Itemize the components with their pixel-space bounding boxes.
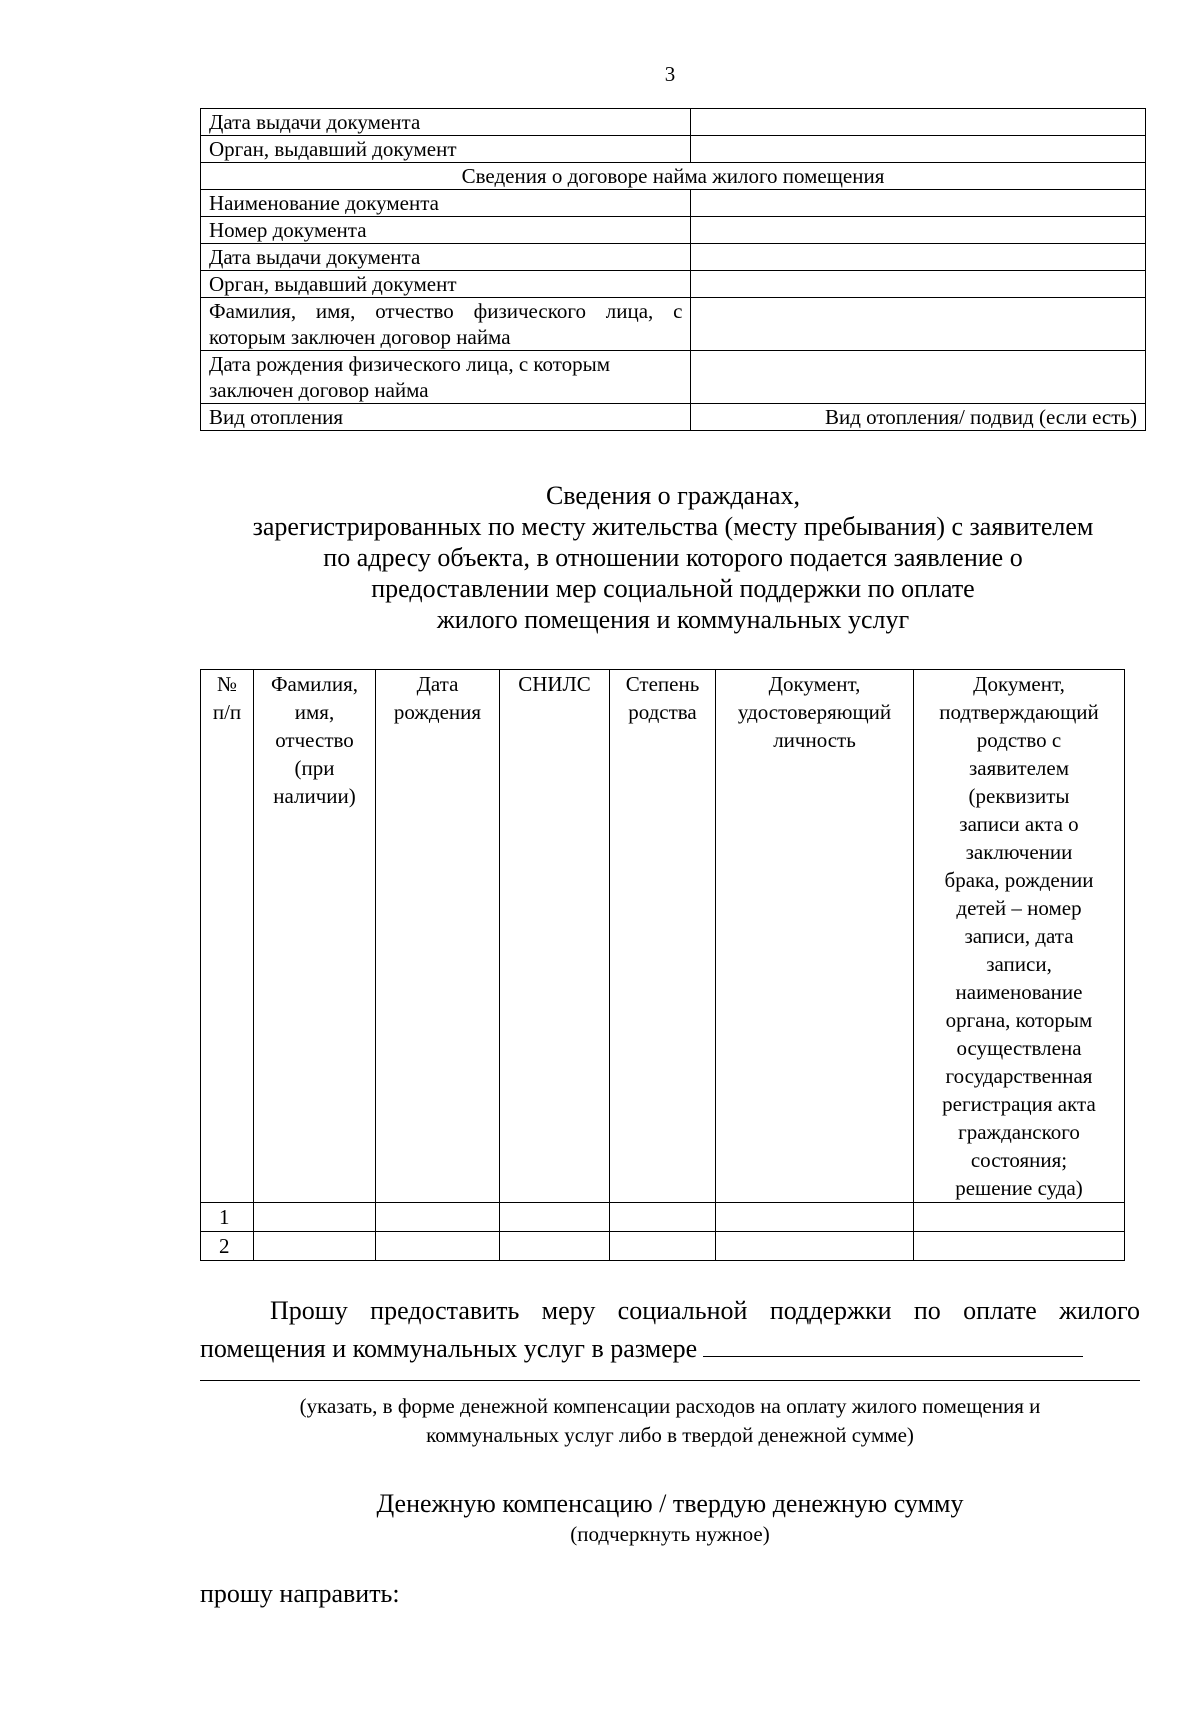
col-header-birth: Дата рождения (376, 670, 500, 1203)
cell (500, 1232, 610, 1261)
row-label: Дата выдачи документа (201, 109, 691, 136)
table-row (201, 217, 1146, 244)
table-row (201, 404, 1146, 431)
col-header-snils: СНИЛС (500, 670, 610, 1203)
cell (254, 1203, 376, 1232)
row-number: 1 (201, 1203, 254, 1232)
fill-line (200, 1380, 1140, 1381)
cell (254, 1232, 376, 1261)
amount-fill-line (703, 1336, 1083, 1357)
note-line: коммунальных услуг либо в твердой денежной сумме) (426, 1423, 914, 1447)
cell (500, 1203, 610, 1232)
table-row (201, 190, 1146, 217)
col-header-kinship-doc: Документ, подтверждающий родство с заявителем (реквизиты записи акта о заключении брака, рождении детей – номер записи, дата записи, наименование органа, которым осуществлена государственная регистрация акта гражданского состояния; решение суда) (914, 670, 1125, 1203)
heading-line: предоставлении мер социальной поддержки по оплате (371, 574, 975, 603)
table-row (201, 271, 1146, 298)
row-value (691, 271, 1146, 298)
label-line: Дата рождения физического лица, с которым (209, 352, 611, 376)
request-note (200, 1392, 1140, 1450)
row-value (691, 351, 1146, 404)
citizens-heading (200, 480, 1146, 635)
request-line-1: Прошу предоставить меру социальной поддержки по оплате жилого (270, 1296, 1140, 1325)
heading-line: жилого помещения и коммунальных услуг (436, 605, 910, 634)
row-value (691, 136, 1146, 163)
col-header-identity-doc: Документ, удостоверяющий личность (716, 670, 914, 1203)
heading-line: зарегистрированных по месту жительства (месту пребывания) с заявителем (252, 512, 1094, 541)
row-value (691, 298, 1146, 351)
cell (914, 1232, 1125, 1261)
cell (610, 1203, 716, 1232)
row-value (691, 190, 1146, 217)
header-row (201, 670, 1125, 1203)
heating-label: Вид отопления (201, 404, 691, 431)
cell (376, 1232, 500, 1261)
tenant-name-label (201, 298, 691, 351)
request-line-2: помещения и коммунальных услуг в размере (200, 1334, 698, 1363)
cell (716, 1203, 914, 1232)
col-header-name: Фамилия, имя, отчество (при наличии) (254, 670, 376, 1203)
compensation-note: (подчеркнуть нужное) (570, 1522, 770, 1546)
tenant-birth-label (201, 351, 691, 404)
row-value (691, 109, 1146, 136)
row-label: Дата выдачи документа (201, 244, 691, 271)
page-number: 3 (664, 62, 676, 86)
cell (376, 1203, 500, 1232)
cell (716, 1232, 914, 1261)
row-number: 2 (201, 1232, 254, 1261)
compensation-line: Денежную компенсацию / твердую денежную сумму (376, 1489, 964, 1518)
label-line: Фамилия, имя, отчество физического лица, с (209, 299, 683, 323)
row-value (691, 244, 1146, 271)
row-label: Наименование документа (201, 190, 691, 217)
row-label: Орган, выдавший документ (201, 136, 691, 163)
table-row (201, 1232, 1125, 1261)
section-title: Сведения о договоре найма жилого помещения (201, 163, 1146, 190)
send-label: прошу направить: (200, 1579, 400, 1608)
col-header-relation: Степень родства (610, 670, 716, 1203)
label-line: заключен договор найма (209, 378, 429, 402)
table-row (201, 351, 1146, 404)
row-value (691, 217, 1146, 244)
request-paragraph (200, 1292, 1140, 1368)
table-row (201, 109, 1146, 136)
col-header-num: № п/п (201, 670, 254, 1203)
table-row (201, 244, 1146, 271)
cell (610, 1232, 716, 1261)
citizens-table (200, 669, 1125, 1261)
cell (914, 1203, 1125, 1232)
document-info-table (200, 108, 1146, 431)
heading-line: по адресу объекта, в отношении которого подается заявление о (323, 543, 1023, 572)
heating-value: Вид отопления/ подвид (если есть) (691, 404, 1146, 431)
table-row (201, 1203, 1125, 1232)
label-line: которым заключен договор найма (209, 325, 511, 349)
table-row (201, 298, 1146, 351)
note-line: (указать, в форме денежной компенсации расходов на оплату жилого помещения и (299, 1394, 1041, 1418)
table-row (201, 136, 1146, 163)
row-label: Номер документа (201, 217, 691, 244)
heading-line: Сведения о гражданах, (545, 481, 801, 510)
section-header-row (201, 163, 1146, 190)
row-label: Орган, выдавший документ (201, 271, 691, 298)
